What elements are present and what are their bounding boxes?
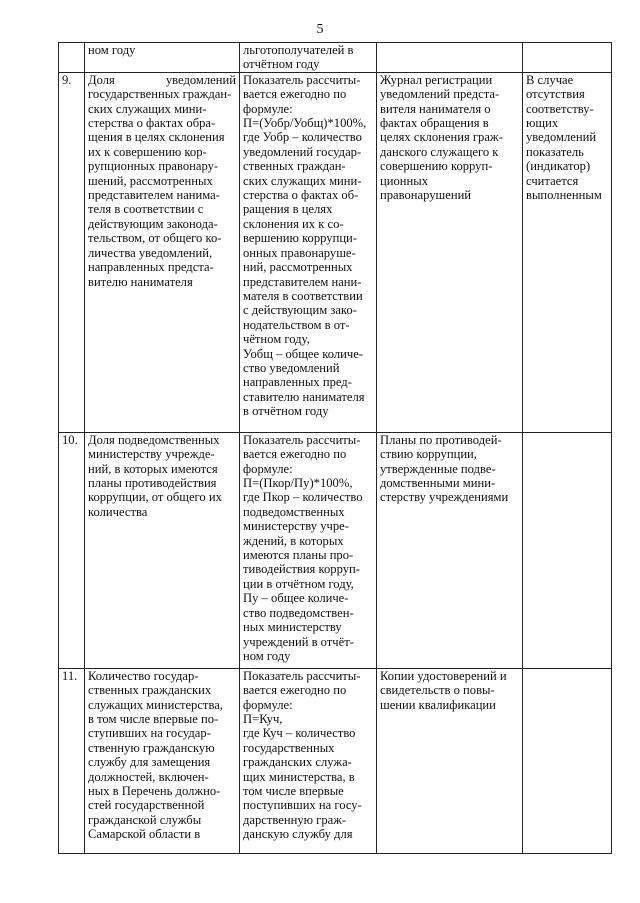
cell-line: министерству учре- bbox=[243, 519, 349, 534]
cell-line: формуле: bbox=[243, 697, 293, 712]
cell-line: щих министерства, в bbox=[243, 769, 355, 784]
cell-line: службу для замещения bbox=[88, 755, 211, 770]
cell-line: формуле: bbox=[243, 101, 293, 116]
cell-line: свидетельств о повы- bbox=[380, 683, 495, 698]
row-number: 10. bbox=[59, 432, 85, 668]
cell-line: учреждений в отчёт- bbox=[243, 634, 354, 649]
note-cell bbox=[523, 668, 612, 853]
cell-line: считается bbox=[526, 173, 579, 188]
formula-cell bbox=[240, 668, 377, 853]
continued-note-cell bbox=[523, 43, 612, 73]
cell-line: ционных правонарушений bbox=[380, 173, 472, 203]
formula-cell bbox=[240, 432, 377, 668]
cell-line: вается ежегодно по bbox=[243, 683, 347, 698]
cell-line: ственных гражданских bbox=[88, 683, 212, 698]
cell-line: стерству учреждениями bbox=[380, 490, 509, 505]
cell-line: ном году bbox=[88, 43, 136, 57]
cell-line: отсутствия bbox=[526, 87, 585, 102]
source-cell bbox=[377, 72, 523, 432]
cell-line: ских служащих мини- bbox=[88, 101, 207, 116]
cell-line: Планы по противодей- bbox=[380, 432, 502, 447]
cell-line: льготополучателей в bbox=[243, 43, 354, 57]
note-cell bbox=[523, 432, 612, 668]
cell-line: подведомственных bbox=[243, 504, 345, 519]
cell-line: ных в Перечень должно- bbox=[88, 784, 221, 799]
cell-line: где Уобр – количество bbox=[243, 130, 362, 145]
cell-line: В случае bbox=[526, 72, 574, 87]
note-cell bbox=[523, 72, 612, 432]
cell-line: ственных граждан- bbox=[243, 159, 346, 174]
cell-line: рупционных правонару- bbox=[88, 159, 219, 174]
cell-line: показатель bbox=[526, 144, 584, 159]
cell-line: фактах обращения в bbox=[380, 116, 489, 131]
cell-line: ющих bbox=[526, 116, 559, 131]
cell-line: вителя нанимателя о bbox=[380, 101, 491, 116]
cell-line: выполненным bbox=[526, 188, 602, 203]
cell-line: поступивших на госу- bbox=[243, 798, 362, 813]
cell-line: вершению коррупци- bbox=[243, 231, 357, 246]
cell-line: Журнал регистрации bbox=[380, 72, 493, 87]
page-number: 5 bbox=[316, 22, 324, 37]
cell-line: государственных bbox=[243, 740, 335, 755]
cell-line: нодательством в от- bbox=[243, 317, 350, 332]
cell-line: шений, рассмотренных bbox=[88, 173, 213, 188]
table-row bbox=[59, 72, 612, 432]
indicator-name-cell bbox=[85, 668, 240, 853]
cell-line: Количество государ- bbox=[88, 668, 199, 683]
cell-line: совершению корруп- bbox=[380, 159, 493, 174]
cell-line: ний, рассмотренных bbox=[243, 260, 353, 275]
cell-line: П=(Пкор/Пу)*100%, bbox=[243, 476, 353, 491]
cell-line: в отчётном году bbox=[243, 404, 329, 419]
row-number: 9. bbox=[59, 72, 85, 432]
cell-line: количества bbox=[88, 504, 148, 519]
cell-line: Самарской области в bbox=[88, 827, 201, 842]
cell-line: стерства о фактах об- bbox=[243, 188, 359, 203]
cell-line: Уобщ – общее количе- bbox=[243, 346, 363, 361]
continued-row bbox=[59, 43, 612, 73]
cell-line: ских служащих мини- bbox=[243, 173, 362, 188]
continued-num-cell bbox=[59, 43, 85, 73]
indicator-name-cell bbox=[85, 72, 240, 432]
indicator-name-cell bbox=[85, 432, 240, 668]
row-number: 11. bbox=[59, 668, 85, 853]
cell-line: ных министерству bbox=[243, 620, 342, 635]
cell-line: вается ежегодно по bbox=[243, 447, 347, 462]
cell-line: ственную гражданскую bbox=[88, 740, 215, 755]
continued-source-cell bbox=[377, 43, 523, 73]
cell-line: ство подведомствен- bbox=[243, 605, 354, 620]
continued-indicator-cell bbox=[85, 43, 240, 73]
cell-line: уведомлений предста- bbox=[380, 87, 500, 102]
cell-line: ставителю нанимателя bbox=[243, 389, 365, 404]
cell-line: Пу – общее количе- bbox=[243, 591, 349, 606]
cell-line: мателя в соответствии bbox=[243, 288, 363, 303]
cell-line: ствию коррупции, bbox=[380, 447, 477, 462]
cell-line: отчётном году bbox=[243, 57, 320, 72]
cell-line: соответству- bbox=[526, 101, 594, 116]
cell-line: том числе впервые bbox=[243, 784, 344, 799]
cell-line: с действующим зако- bbox=[243, 303, 357, 318]
cell-line: Показатель рассчиты- bbox=[243, 72, 361, 87]
cell-line: тиводействия корруп- bbox=[243, 562, 360, 577]
cell-line: ции в отчётном году, bbox=[243, 576, 354, 591]
cell-line: стерства о фактах обра- bbox=[88, 116, 216, 131]
cell-line: действующим законода- bbox=[88, 216, 218, 231]
cell-line: П=Куч, bbox=[243, 712, 283, 727]
cell-line: уведомлений государ- bbox=[243, 144, 362, 159]
cell-line: планы противодействия bbox=[88, 476, 217, 491]
cell-line: ном году bbox=[243, 648, 291, 663]
cell-line: утвержденные подве- bbox=[380, 461, 496, 476]
cell-line: теля в соответствии с bbox=[88, 202, 204, 217]
cell-line: уведомлений bbox=[526, 130, 597, 145]
cell-line: личества уведомлений, bbox=[88, 245, 213, 260]
cell-line: гражданских служа- bbox=[243, 755, 352, 770]
cell-line: ращения в целях bbox=[243, 202, 333, 217]
cell-line: данскую службу для bbox=[243, 827, 353, 842]
cell-line: представителем нанима- bbox=[88, 188, 220, 203]
source-cell bbox=[377, 432, 523, 668]
cell-line: имеются планы про- bbox=[243, 548, 354, 563]
source-cell bbox=[377, 668, 523, 853]
cell-line: где Куч – количество bbox=[243, 726, 356, 741]
cell-line: ний, в которых имеются bbox=[88, 461, 218, 476]
cell-line: министерству учрежде- bbox=[88, 447, 215, 462]
cell-line: Показатель рассчиты- bbox=[243, 432, 361, 447]
cell-line: направленных предста- bbox=[88, 260, 214, 275]
cell-line: представителем нани- bbox=[243, 274, 362, 289]
cell-line: ждений, в которых bbox=[243, 533, 344, 548]
formula-cell bbox=[240, 72, 377, 432]
cell-line: данского служащего к bbox=[380, 144, 499, 159]
cell-line: гражданской службы bbox=[88, 812, 202, 827]
cell-line: Показатель рассчиты- bbox=[243, 668, 361, 683]
cell-line: тельством, от общего ко- bbox=[88, 231, 222, 246]
table-row bbox=[59, 668, 612, 853]
cell-line: направленных пред- bbox=[243, 375, 352, 390]
cell-line: служащих министерства, bbox=[88, 697, 223, 712]
cell-line: (индикатор) bbox=[526, 159, 591, 174]
cell-line: формуле: bbox=[243, 461, 293, 476]
cell-line: их к совершению кор- bbox=[88, 144, 207, 159]
cell-line: щения в целях склонения bbox=[88, 130, 225, 145]
cell-line: должностей, включен- bbox=[88, 769, 209, 784]
cell-line: вителю нанимателя bbox=[88, 274, 193, 289]
cell-line: в том числе впервые по- bbox=[88, 712, 219, 727]
cell-line: целях склонения граж- bbox=[380, 130, 503, 145]
cell-line: шении квалификации bbox=[380, 697, 496, 712]
cell-line: дарственную граж- bbox=[243, 812, 347, 827]
cell-line: онных правонаруше- bbox=[243, 245, 356, 260]
cell-line: ство уведомлений bbox=[243, 360, 340, 375]
cell-line: Копии удостоверений и bbox=[380, 668, 507, 683]
table-row bbox=[59, 432, 612, 668]
cell-line: склонения их к со- bbox=[243, 216, 344, 231]
cell-line: ступивших на государ- bbox=[88, 726, 211, 741]
cell-line: чётном году, bbox=[243, 332, 310, 347]
cell-line: вается ежегодно по bbox=[243, 87, 347, 102]
indicators-table bbox=[58, 42, 612, 854]
cell-line: коррупции, от общего их bbox=[88, 490, 222, 505]
cell-line: домственными мини- bbox=[380, 476, 496, 491]
continued-formula-cell bbox=[240, 43, 377, 73]
cell-line: Доля уведомлений государственных граждан- bbox=[88, 72, 236, 102]
cell-line: П=(Уобр/Уобщ)*100%, bbox=[243, 116, 367, 131]
cell-line: стей государственной bbox=[88, 798, 205, 813]
cell-line: Доля подведомственных bbox=[88, 432, 220, 447]
cell-line: где Пкор – количество bbox=[243, 490, 363, 505]
